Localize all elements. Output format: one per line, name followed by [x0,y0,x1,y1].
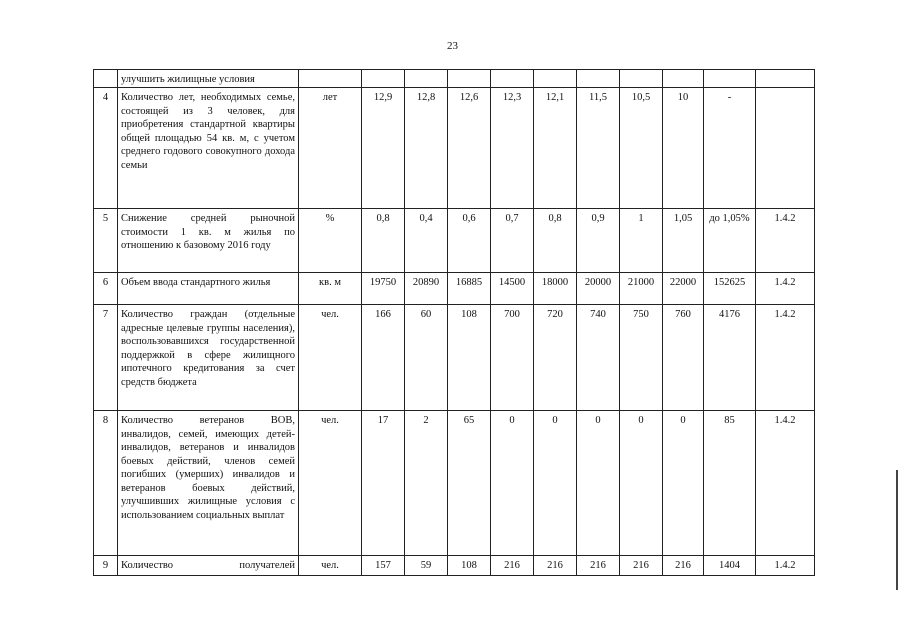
table-row [94,273,815,305]
value-cell [448,70,491,88]
indicator-description: Количество граждан (отдельные адресные целевые группы населения), воспользовавшихся государственной поддержкой в сфере жилищного ипотечного кредитования за счет средств бюджета [118,305,299,411]
value-cell [534,70,577,88]
value-cell: 0,7 [491,209,534,273]
value-cell: 19750 [362,273,405,305]
value-cell: 12,8 [405,88,448,209]
unit-cell: % [299,209,362,273]
indicator-description: Снижение средней рыночной стоимости 1 кв. м жилья по отношению к базовому 2016 году [118,209,299,273]
total-cell: 4176 [704,305,756,411]
value-cell: 22000 [663,273,704,305]
row-number: 9 [94,556,118,576]
unit-cell: чел. [299,305,362,411]
value-cell: 216 [491,556,534,576]
value-cell: 216 [620,556,663,576]
value-cell: 216 [534,556,577,576]
value-cell: 0,9 [577,209,620,273]
table-row [94,305,815,411]
value-cell [491,70,534,88]
value-cell: 0,6 [448,209,491,273]
indicator-description: Объем ввода стандартного жилья [118,273,299,305]
total-cell [704,70,756,88]
value-cell: 10 [663,88,704,209]
indicator-description: улучшить жилищные условия [118,70,299,88]
value-cell: 14500 [491,273,534,305]
reference-cell: 1.4.2 [756,209,815,273]
value-cell: 0,8 [534,209,577,273]
table-row [94,209,815,273]
row-number: 5 [94,209,118,273]
value-cell: 157 [362,556,405,576]
value-cell [405,70,448,88]
row-number: 4 [94,88,118,209]
total-cell: до 1,05% [704,209,756,273]
value-cell: 10,5 [620,88,663,209]
value-cell: 16885 [448,273,491,305]
row-number: 8 [94,411,118,556]
value-cell: 166 [362,305,405,411]
unit-cell: кв. м [299,273,362,305]
value-cell: 216 [577,556,620,576]
reference-cell: 1.4.2 [756,556,815,576]
value-cell: 20000 [577,273,620,305]
total-cell: 85 [704,411,756,556]
value-cell: 0 [534,411,577,556]
indicator-description: Количество получателей [118,556,299,576]
value-cell [620,70,663,88]
value-cell: 60 [405,305,448,411]
value-cell: 18000 [534,273,577,305]
row-number: 7 [94,305,118,411]
value-cell: 216 [663,556,704,576]
value-cell: 108 [448,556,491,576]
value-cell: 740 [577,305,620,411]
value-cell: 21000 [620,273,663,305]
value-cell [362,70,405,88]
value-cell: 700 [491,305,534,411]
value-cell: 59 [405,556,448,576]
reference-cell [756,70,815,88]
value-cell: 108 [448,305,491,411]
value-cell: 2 [405,411,448,556]
value-cell: 12,3 [491,88,534,209]
table-row [94,411,815,556]
table-row [94,556,815,576]
reference-cell: 1.4.2 [756,411,815,556]
row-number [94,70,118,88]
unit-cell: чел. [299,411,362,556]
value-cell: 11,5 [577,88,620,209]
total-cell: 152625 [704,273,756,305]
reference-cell [756,88,815,209]
value-cell: 0,8 [362,209,405,273]
value-cell: 760 [663,305,704,411]
value-cell: 0 [663,411,704,556]
value-cell: 1,05 [663,209,704,273]
value-cell: 0,4 [405,209,448,273]
unit-cell: чел. [299,556,362,576]
value-cell: 65 [448,411,491,556]
value-cell: 0 [491,411,534,556]
row-number: 6 [94,273,118,305]
value-cell: 12,9 [362,88,405,209]
value-cell: 20890 [405,273,448,305]
page-number: 23 [447,40,458,52]
indicator-description: Количество лет, необходимых семье, состоящей из 3 человек, для приобретения стандартной квартиры общей площадью 54 кв. м, с учетом среднего годового совокупного дохода семьи [118,88,299,209]
value-cell: 0 [620,411,663,556]
reference-cell: 1.4.2 [756,273,815,305]
value-cell [663,70,704,88]
value-cell: 12,1 [534,88,577,209]
value-cell: 0 [577,411,620,556]
reference-cell: 1.4.2 [756,305,815,411]
table-row [94,70,815,88]
table-row [94,88,815,209]
unit-cell: лет [299,88,362,209]
indicator-description: Количество ветеранов ВОВ, инвалидов, семей, имеющих детей-инвалидов, ветеранов и инвалидов боевых действий, членов семей погибших (умерших) инвалидов и ветеранов боевых действий, улучшивших жилищные условия с использованием социальных выплат [118,411,299,556]
value-cell: 12,6 [448,88,491,209]
value-cell [577,70,620,88]
total-cell: - [704,88,756,209]
scan-edge-mark [896,470,898,590]
value-cell: 17 [362,411,405,556]
unit-cell [299,70,362,88]
value-cell: 750 [620,305,663,411]
total-cell: 1404 [704,556,756,576]
indicators-table [93,69,815,576]
value-cell: 720 [534,305,577,411]
value-cell: 1 [620,209,663,273]
